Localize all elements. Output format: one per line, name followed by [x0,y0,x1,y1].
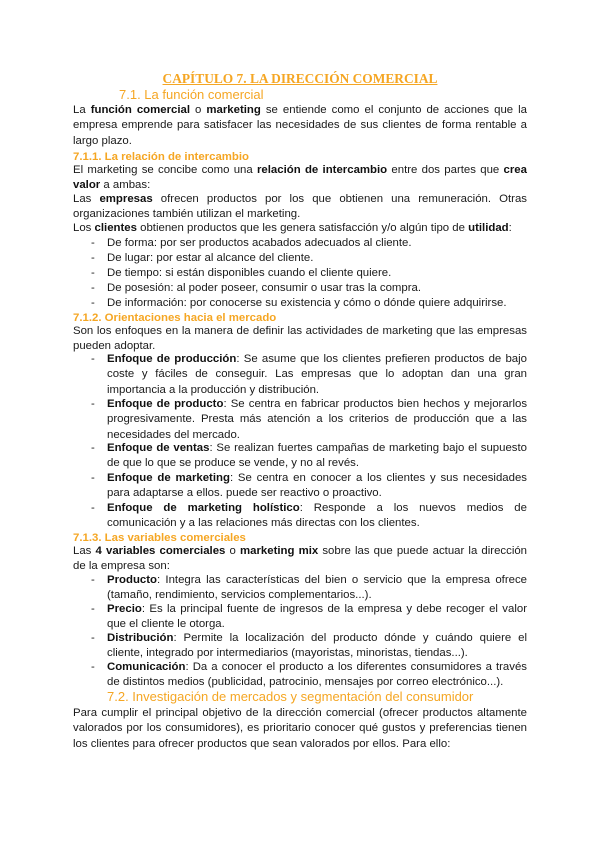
section-7-2-title: 7.2. Investigación de mercados y segmentación del consumidor [107,689,474,704]
section-7-2-paragraph: Para cumplir el principal objetivo de la dirección comercial (ofrecer productos altamente valorados por los consumidores), es prioritario conocer qué gustos y preferencias tienen los clientes para ofrecer productos que sean valorados por ellos. Para ello: [73,707,527,750]
section-7-1-1-paragraph-1: El marketing se concibe como una relación de intercambio entre dos partes que crea valor a ambas: [73,164,527,192]
section-7-1-2-intro: Son los enfoques en la manera de definir las actividades de marketing que las empresas pueden adoptar. [73,325,527,353]
utilidad-item: - De lugar: por estar al alcance del cliente. [91,252,314,264]
section-7-1-3-title: 7.1.3. Las variables comerciales [73,532,246,544]
section-7-1-3-intro: Las 4 variables comerciales o marketing mix sobre las que puede actuar la dirección de la empresa son: [73,545,528,573]
section-7-1-2-title: 7.1.2. Orientaciones hacia el mercado [73,312,277,324]
section-7-1-1-title: 7.1.1. La relación de intercambio [73,151,249,163]
enfoque-item: - Enfoque de producto: Se centra en fabricar productos bien hechos y mejorarlos progresivamente. Presta más atención a los criterios de producción que a las necesidades del mercado. [91,398,528,441]
enfoque-item: - Enfoque de marketing holístico: Responde a los nuevos medios de comunicación y a las relaciones más directas con los clientes. [91,502,527,530]
enfoque-item: - Enfoque de ventas: Se realizan fuertes campañas de marketing bajo el supuesto de que lo que se produce se vende, y no al revés. [91,442,527,470]
chapter-title: CAPÍTULO 7. LA DIRECCIÓN COMERCIAL [162,71,438,86]
variable-item: - Distribución: Permite la localización del producto dónde y cuándo quiere el cliente, integrado por intermediarios (mayoristas, minoristas, tiendas...). [91,632,527,660]
variable-item: - Producto: Integra las características del bien o servicio que la empresa ofrece (tamaño, rendimiento, servicios complementarios...). [91,574,527,602]
section-7-1-1-paragraph-3: Los clientes obtienen productos que les genera satisfacción y/o algún tipo de utilidad: [73,222,512,234]
utilidad-item: - De información: por conocerse su existencia y cómo o dónde quiere adquirirse. [91,297,507,309]
variable-item: - Precio: Es la principal fuente de ingresos de la empresa y debe recoger el valor que el cliente le otorga. [91,603,527,631]
utilidad-item: - De posesión: al poder poseer, consumir o usar tras la compra. [91,282,422,294]
section-7-1-paragraph: La función comercial o marketing se entiende como el conjunto de acciones que la empresa emprende para satisfacer las necesidades de sus clientes de forma rentable a largo plazo. [73,104,527,147]
section-7-1-title: 7.1. La función comercial [119,87,264,102]
enfoque-item: - Enfoque de producción: Se asume que los clientes prefieren productos de bajo coste y fáciles de conseguir. Las empresas que lo adoptan dan una gran importancia a la producción y distribución. [91,353,528,396]
section-7-1-1-paragraph-2: Las empresas ofrecen productos por los que obtienen una remuneración. Otras organizaciones también utilizan el marketing. [73,193,527,221]
utilidad-item: - De tiempo: si están disponibles cuando el cliente quiere. [91,267,392,279]
utilidad-item: - De forma: por ser productos acabados adecuados al cliente. [91,237,412,249]
enfoque-item: - Enfoque de marketing: Se centra en conocer a los clientes y sus necesidades para adaptarse a ellos. puede ser reactivo o proactivo. [91,472,527,500]
variable-item: - Comunicación: Da a conocer el producto a los diferentes consumidores a través de distintos medios (publicidad, patrocinio, mensajes por correo electrónico...). [91,661,527,689]
